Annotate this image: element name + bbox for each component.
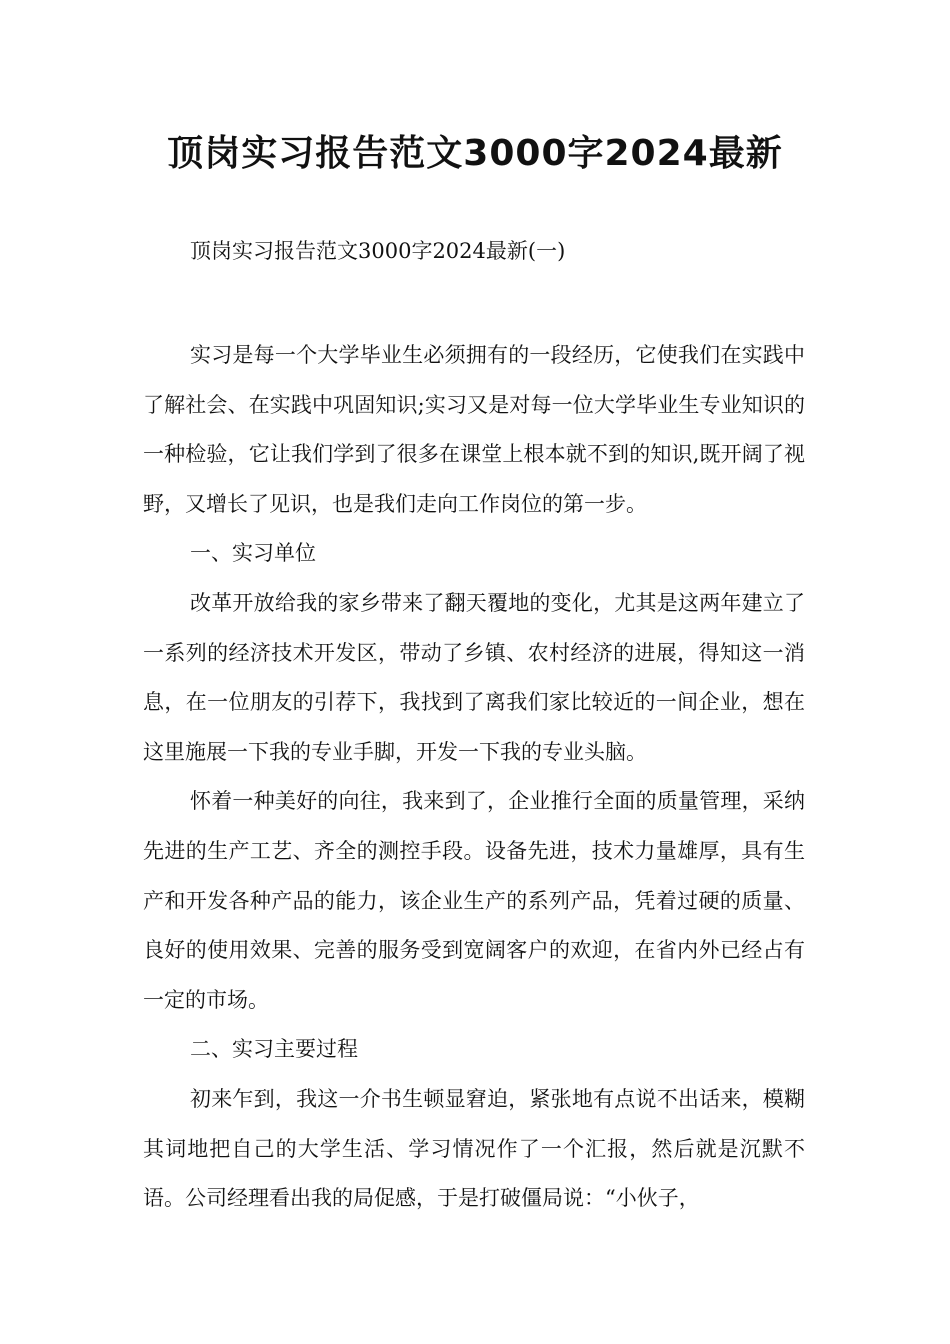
document-title: 顶岗实习报告范文3000字2024最新 [167,133,783,174]
paragraph-process-1: 初来乍到，我这一介书生顿显窘迫，紧张地有点说不出话来，模糊其词地把自己的大学生活、学习情况作了一个汇报，然后就是沉默不语。公司经理看出我的局促感，于是打破僵局说：“小伙子， [143,1086,805,1211]
paragraph-intro: 实习是每一个大学毕业生必须拥有的一段经历，它使我们在实践中了解社会、在实践中巩固知识;实习又是对每一位大学毕业生专业知识的一种检验，它让我们学到了很多在课堂上根本就不到的知识,既开阔了视野，又增长了见识，也是我们走向工作岗位的第一步。 [143,343,805,516]
section-heading-unit: 一、实习单位 [190,541,316,566]
paragraph-unit-2: 怀着一种美好的向往，我来到了，企业推行全面的质量管理，采纳先进的生产工艺、齐全的测控手段。设备先进，技术力量雄厚，具有生产和开发各种产品的能力，该企业生产的系列产品，凭着过硬的质量、良好的使用效果、完善的服务受到宽阔客户的欢迎，在省内外已经占有一定的市场。 [143,789,805,1012]
paragraph-unit-1: 改革开放给我的家乡带来了翻天覆地的变化，尤其是这两年建立了一系列的经济技术开发区，带动了乡镇、农村经济的进展，得知这一消息，在一位朋友的引荐下，我找到了离我们家比较近的一间企业，想在这里施展一下我的专业手脚，开发一下我的专业头脑。 [143,590,805,764]
document-subtitle: 顶岗实习报告范文3000字2024最新(一) [190,239,566,263]
document-body [143,331,805,1224]
section-heading-process: 二、实习主要过程 [190,1037,358,1062]
